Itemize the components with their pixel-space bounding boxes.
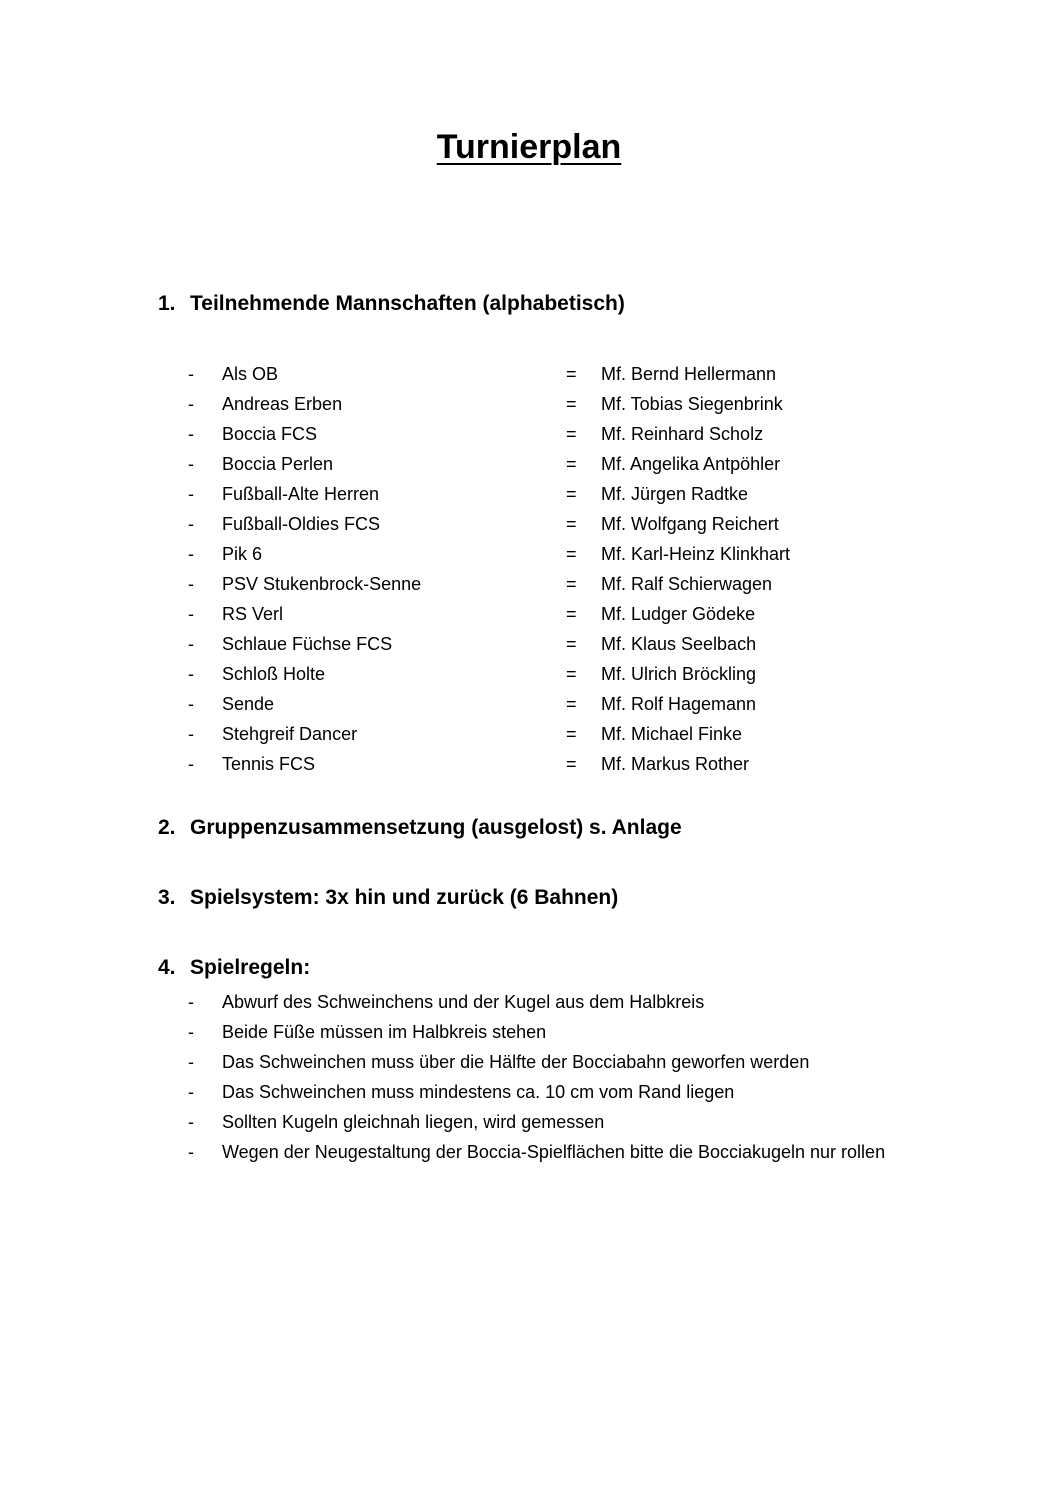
team-manager: Mf. Ulrich Bröckling [601, 664, 757, 684]
team-manager: Mf. Jürgen Radtke [601, 484, 749, 504]
section-title: Gruppenzusammensetzung (ausgelost) s. Anlage [190, 816, 682, 839]
equals-sign: = [566, 574, 577, 594]
team-name: Stehgreif Dancer [222, 724, 358, 744]
team-name: Fußball-Alte Herren [222, 484, 380, 504]
section-number: 2. [158, 816, 176, 839]
equals-sign: = [566, 364, 577, 384]
team-manager: Mf. Klaus Seelbach [601, 634, 757, 654]
section-2-heading [158, 816, 682, 840]
team-manager: Mf. Michael Finke [601, 724, 743, 744]
section-title: Teilnehmende Mannschaften (alphabetisch) [190, 292, 625, 315]
rule-item [188, 1107, 902, 1137]
list-dash: - [188, 694, 194, 714]
rule-item [188, 1137, 902, 1167]
list-dash: - [188, 1022, 194, 1042]
equals-sign: = [566, 544, 577, 564]
equals-sign: = [566, 484, 577, 504]
rules-list [188, 987, 902, 1167]
list-dash: - [188, 992, 194, 1012]
rule-text: Beide Füße müssen im Halbkreis stehen [222, 1022, 547, 1042]
list-dash: - [188, 724, 194, 744]
list-dash: - [188, 514, 194, 534]
team-name: Als OB [222, 364, 279, 384]
equals-sign: = [566, 394, 577, 414]
section-title: Spielregeln: [190, 956, 311, 979]
team-name: Schloß Holte [222, 664, 326, 684]
list-dash: - [188, 1052, 194, 1072]
section-title: Spielsystem: 3x hin und zurück (6 Bahnen) [190, 886, 619, 909]
section-3-heading [158, 886, 618, 910]
list-dash: - [188, 604, 194, 624]
section-4-heading [158, 956, 310, 980]
section-1-heading [158, 292, 625, 316]
team-manager: Mf. Reinhard Scholz [601, 424, 764, 444]
equals-sign: = [566, 424, 577, 444]
rule-text: Abwurf des Schweinchens und der Kugel aus dem Halbkreis [222, 992, 705, 1012]
team-manager: Mf. Rolf Hagemann [601, 694, 757, 714]
team-manager: Mf. Bernd Hellermann [601, 364, 777, 384]
team-name: Pik 6 [222, 544, 263, 564]
list-dash: - [188, 574, 194, 594]
list-dash: - [188, 394, 194, 414]
equals-sign: = [566, 664, 577, 684]
equals-sign: = [566, 634, 577, 654]
list-dash: - [188, 1142, 194, 1162]
team-name: Boccia Perlen [222, 454, 334, 474]
team-name: Fußball-Oldies FCS [222, 514, 381, 534]
page-title: Turnierplan [436, 128, 622, 166]
team-name: Schlaue Füchse FCS [222, 634, 393, 654]
team-name: Sende [222, 694, 275, 714]
equals-sign: = [566, 604, 577, 624]
rule-text: Das Schweinchen muss über die Hälfte der Bocciabahn geworfen werden [222, 1052, 810, 1072]
team-manager: Mf. Karl-Heinz Klinkhart [601, 544, 791, 564]
list-dash: - [188, 484, 194, 504]
team-manager: Mf. Angelika Antpöhler [601, 454, 781, 474]
equals-sign: = [566, 454, 577, 474]
equals-sign: = [566, 694, 577, 714]
team-name: Andreas Erben [222, 394, 343, 414]
list-dash: - [188, 544, 194, 564]
equals-sign: = [566, 754, 577, 774]
rule-text: Sollten Kugeln gleichnah liegen, wird gemessen [222, 1112, 605, 1132]
list-dash: - [188, 424, 194, 444]
rule-text: Wegen der Neugestaltung der Boccia-Spielflächen bitte die Bocciakugeln nur rollen [222, 1142, 886, 1162]
team-manager: Mf. Ludger Gödeke [601, 604, 756, 624]
section-number: 3. [158, 886, 176, 909]
team-name: Boccia FCS [222, 424, 318, 444]
list-dash: - [188, 1082, 194, 1102]
rule-item [188, 1047, 902, 1077]
team-name: Tennis FCS [222, 754, 316, 774]
list-dash: - [188, 664, 194, 684]
list-dash: - [188, 364, 194, 384]
section-number: 4. [158, 956, 176, 979]
list-dash: - [188, 634, 194, 654]
team-name: PSV Stukenbrock-Senne [222, 574, 422, 594]
rule-item [188, 1077, 902, 1107]
rule-text: Das Schweinchen muss mindestens ca. 10 cm vom Rand liegen [222, 1082, 735, 1102]
team-manager: Mf. Wolfgang Reichert [601, 514, 779, 534]
rule-item [188, 1017, 902, 1047]
equals-sign: = [566, 514, 577, 534]
team-name: RS Verl [222, 604, 284, 624]
team-manager: Mf. Markus Rother [601, 754, 750, 774]
equals-sign: = [566, 724, 577, 744]
list-dash: - [188, 454, 194, 474]
list-dash: - [188, 1112, 194, 1132]
team-manager: Mf. Ralf Schierwagen [601, 574, 773, 594]
section-number: 1. [158, 292, 176, 315]
team-manager: Mf. Tobias Siegenbrink [601, 394, 783, 414]
list-dash: - [188, 754, 194, 774]
rule-item [188, 987, 902, 1017]
